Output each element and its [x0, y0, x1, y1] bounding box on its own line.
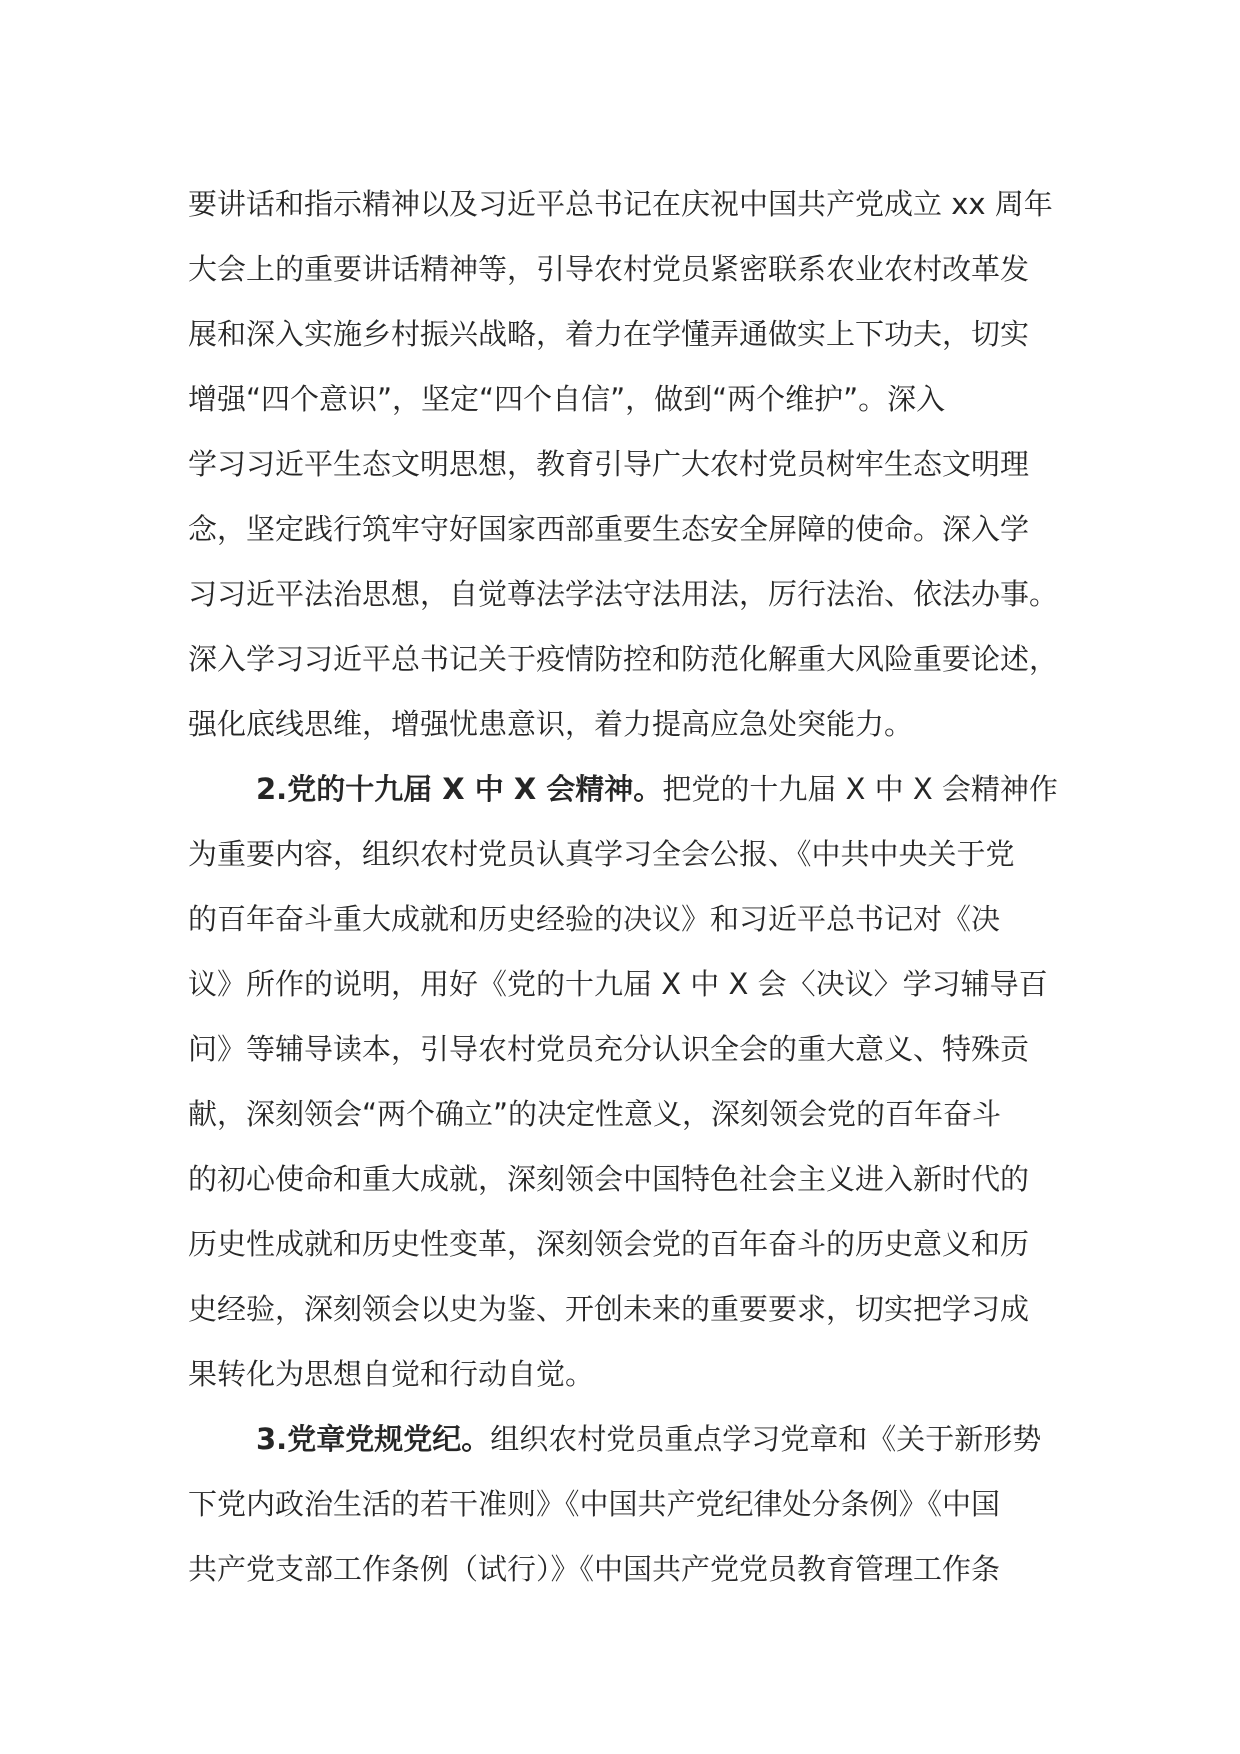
text-line: 献，深刻领会“两个确立”的决定性意义，深刻领会党的百年奋斗	[188, 1097, 1002, 1131]
section-heading: 3.党章党规党纪。	[256, 1422, 491, 1456]
text-run: 把党的十九届 X 中 X 会精神作	[662, 772, 1058, 806]
paragraph-1	[188, 172, 1068, 757]
text-line: 为重要内容，组织农村党员认真学习全会公报、《中共中央关于党	[188, 837, 1015, 871]
document-body	[188, 172, 1068, 1602]
text-line: 议》所作的说明，用好《党的十九届 X 中 X 会〈决议〉学习辅导百	[188, 967, 1048, 1001]
text-line: 学习习近平生态文明思想，教育引导广大农村党员树牢生态文明理	[188, 447, 1030, 481]
text-line: 习习近平法治思想，自觉尊法学法守法用法，厉行法治、依法办事。	[188, 577, 1059, 611]
paragraph-2-first-line	[188, 757, 1068, 822]
text-line: 展和深入实施乡村振兴战略，着力在学懂弄通做实上下功夫，切实	[188, 317, 1030, 351]
text-line: 要讲话和指示精神以及习近平总书记在庆祝中国共产党成立 xx 周年	[188, 187, 1053, 221]
text-line: 史经验，深刻领会以史为鉴、开创未来的重要要求，切实把学习成	[188, 1292, 1030, 1326]
paragraph-3-first-line	[188, 1407, 1068, 1472]
text-line: 历史性成就和历史性变革，深刻领会党的百年奋斗的历史意义和历	[188, 1227, 1030, 1261]
text-line: 下党内政治生活的若干准则》《中国共产党纪律处分条例》《中国	[188, 1487, 1001, 1521]
text-line: 深入学习习近平总书记关于疫情防控和防范化解重大风险重要论述，	[188, 642, 1059, 676]
text-line: 强化底线思维，增强忧患意识，着力提高应急处突能力。	[188, 707, 914, 741]
text-line: 共产党支部工作条例（试行）》《中国共产党党员教育管理工作条	[188, 1552, 1001, 1586]
section-heading: 2.党的十九届 X 中 X 会精神。	[256, 772, 663, 806]
text-line: 的百年奋斗重大成就和历史经验的决议》和习近平总书记对《决	[188, 902, 1001, 936]
text-line: 大会上的重要讲话精神等，引导农村党员紧密联系农业农村改革发	[188, 252, 1030, 286]
paragraph-2	[188, 757, 1068, 1407]
text-line: 的初心使命和重大成就，深刻领会中国特色社会主义进入新时代的	[188, 1162, 1030, 1196]
text-line: 增强“四个意识”，坚定“四个自信”，做到“两个维护”。深入	[188, 382, 946, 416]
text-line: 问》等辅导读本，引导农村党员充分认识全会的重大意义、特殊贡	[188, 1032, 1030, 1066]
paragraph-3	[188, 1407, 1068, 1602]
text-line: 念，坚定践行筑牢守好国家西部重要生态安全屏障的使命。深入学	[188, 512, 1030, 546]
text-line: 果转化为思想自觉和行动自觉。	[188, 1357, 595, 1391]
text-run: 组织农村党员重点学习党章和《关于新形势	[490, 1422, 1042, 1456]
